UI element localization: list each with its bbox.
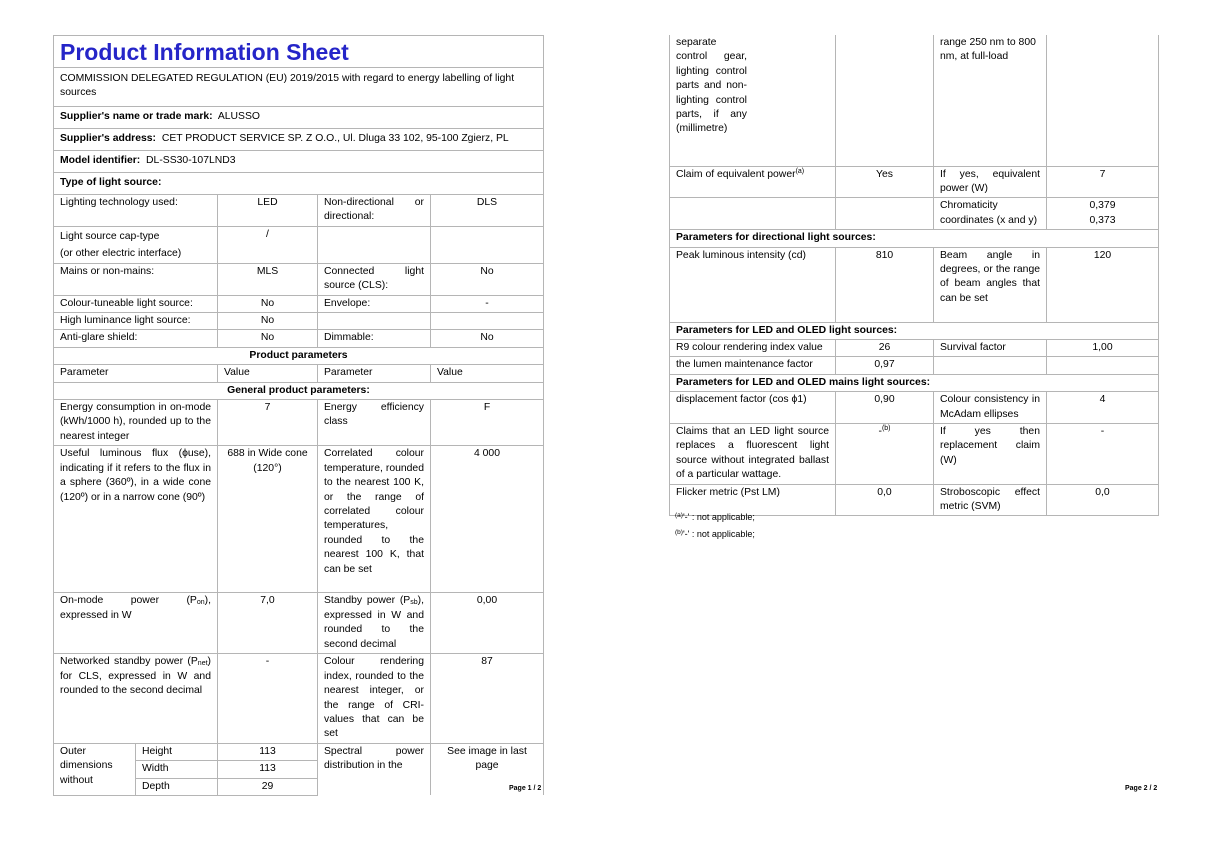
beam-angle-label: Beam angle in degrees, or the range of beam angles that can be set [934, 247, 1047, 322]
high-luminance-label: High luminance light source: [54, 313, 218, 330]
outer-dimensions-label: Outer dimensions without [54, 743, 136, 795]
on-mode-power-value: 7,0 [218, 593, 318, 654]
model-identifier-label: Model identifier: [60, 155, 141, 166]
standby-power-value: 0,00 [431, 593, 544, 654]
page-number-2: Page 2 / 2 [1125, 785, 1158, 792]
lumen-maintenance-value: 0,97 [836, 357, 934, 374]
equivalent-power-claim-value: Yes [836, 166, 934, 198]
fluorescent-claim-value: -$^{(b)}$ [836, 423, 934, 484]
lighting-tech-value: LED [218, 195, 318, 227]
connected-value: No [431, 263, 544, 295]
cap-type-label-main: Light source cap-type [60, 230, 160, 242]
model-identifier-value: DL-SS30-107LND3 [146, 155, 236, 166]
peak-intensity-value: 810 [836, 247, 934, 322]
networked-standby-label: Networked standby power $(P_{net})$ for CLS, expressed in W and rounded to the second decimal [54, 654, 218, 743]
width-label: Width [136, 761, 218, 778]
displacement-factor-label: displacement factor (cos ϕ1) [670, 392, 836, 424]
cct-label: Correlated colour temperature, rounded to the nearest 100 K, or the range of correlated colour temperatures, rounded to the nearest 100 K, that can be set [318, 446, 431, 593]
type-of-light-source-heading: Type of light source: [54, 173, 544, 195]
empty-cell [431, 226, 544, 263]
supplier-address-row [54, 129, 544, 151]
led-mains-parameters-heading: Parameters for LED and OLED mains light sources: [670, 374, 1159, 391]
led-parameters-heading: Parameters for LED and OLED light sources: [670, 322, 1159, 339]
supplier-name-value: ALUSSO [217, 111, 260, 122]
envelope-value: - [431, 295, 544, 312]
energy-consumption-label: Energy consumption in on-mode (kWh/1000 h), rounded up to the nearest integer [54, 400, 218, 446]
luminous-flux-value: 688 in Wide cone (120°) [218, 446, 318, 593]
spectral-distribution-label: Spectral power distribution in the [318, 743, 431, 795]
connected-label: Connected light source (CLS): [318, 263, 431, 295]
page-number-1: Page 1 / 2 [509, 785, 542, 792]
width-value: 113 [218, 761, 318, 778]
equivalent-power-value: 7 [1047, 166, 1159, 198]
lighting-tech-label: Lighting technology used: [54, 195, 218, 227]
cap-type-label [54, 226, 218, 263]
dimmable-label: Dimmable: [318, 330, 431, 347]
chromaticity-x: 0,379 [1089, 200, 1116, 212]
envelope-label: Envelope: [318, 295, 431, 312]
empty-cell [836, 35, 934, 166]
cap-type-value: / [218, 226, 318, 263]
product-parameters-heading: Product parameters [54, 347, 544, 364]
energy-efficiency-class-value: F [431, 400, 544, 446]
empty-cell [1047, 357, 1159, 374]
stroboscopic-value: 0,0 [1047, 484, 1159, 516]
colour-tuneable-label: Colour-tuneable light source: [54, 295, 218, 312]
high-luminance-value: No [218, 313, 318, 330]
displacement-factor-value: 0,90 [836, 392, 934, 424]
empty-cell [431, 313, 544, 330]
energy-efficiency-class-label: Energy efficiency class [318, 400, 431, 446]
lumen-maintenance-label: the lumen maintenance factor [670, 357, 836, 374]
r9-label: R9 colour rendering index value [670, 339, 836, 356]
page-1 [53, 35, 543, 796]
regulation-text: COMMISSION DELEGATED REGULATION (EU) 2019/2015 with regard to energy labelling of light sources [54, 68, 544, 107]
dimensions-continued-label: separate control gear, lighting control parts and non-lighting control parts, if any (millimetre) [670, 35, 836, 166]
empty-cell [670, 198, 836, 230]
model-identifier-row [54, 151, 544, 173]
replacement-claim-value: - [1047, 423, 1159, 484]
supplier-name-row [54, 107, 544, 129]
r9-value: 26 [836, 339, 934, 356]
mains-label: Mains or non-mains: [54, 263, 218, 295]
anti-glare-value: No [218, 330, 318, 347]
dimmable-value: No [431, 330, 544, 347]
page-2 [669, 35, 1158, 516]
flicker-metric-label: Flicker metric (Pst LM) [670, 484, 836, 516]
height-label: Height [136, 743, 218, 760]
depth-value: 29 [218, 778, 318, 795]
chromaticity-label: Chromaticity coordinates (x and y) [934, 198, 1047, 230]
equivalent-power-label: If yes, equivalent power (W) [934, 166, 1047, 198]
empty-cell [318, 226, 431, 263]
empty-cell [1047, 35, 1159, 166]
empty-cell [318, 313, 431, 330]
directional-value: DLS [431, 195, 544, 227]
product-info-table-page-2 [669, 35, 1159, 516]
networked-standby-value: - [218, 654, 318, 743]
footnote-b: $^{(b)}$'-' : not applicable; [675, 529, 755, 539]
energy-consumption-value: 7 [218, 400, 318, 446]
survival-factor-label: Survival factor [934, 339, 1047, 356]
cap-type-label-sub: (or other electric interface) [60, 247, 182, 259]
anti-glare-label: Anti-glare shield: [54, 330, 218, 347]
peak-intensity-label: Peak luminous intensity (cd) [670, 247, 836, 322]
cri-label: Colour rendering index, rounded to the nearest integer, or the range of CRI-values that can be set [318, 654, 431, 743]
flicker-metric-value: 0,0 [836, 484, 934, 516]
chromaticity-value [1047, 198, 1159, 230]
height-value: 113 [218, 743, 318, 760]
spectral-distribution-value: See image in last page [431, 743, 544, 795]
spectral-continued-text: range 250 nm to 800 nm, at full-load [934, 35, 1047, 166]
cri-value: 87 [431, 654, 544, 743]
product-info-table-page-1 [53, 35, 544, 796]
directional-parameters-heading: Parameters for directional light sources: [670, 230, 1159, 247]
colour-consistency-value: 4 [1047, 392, 1159, 424]
standby-power-label: Standby power $(P_{sb})$, expressed in W and rounded to the second decimal [318, 593, 431, 654]
on-mode-power-label: On-mode power $(P_{on})$, expressed in W [54, 593, 218, 654]
column-header-value: Value [218, 365, 318, 382]
survival-factor-value: 1,00 [1047, 339, 1159, 356]
depth-label: Depth [136, 778, 218, 795]
page-title: Product Information Sheet [54, 36, 544, 68]
column-header-parameter: Parameter [54, 365, 218, 382]
luminous-flux-label: Useful luminous flux (ϕuse), indicating if it refers to the flux in a sphere (360º), in a wide cone (120º) or in a narrow cone (90º) [54, 446, 218, 593]
empty-cell [934, 357, 1047, 374]
stroboscopic-label: Stroboscopic effect metric (SVM) [934, 484, 1047, 516]
cct-value: 4 000 [431, 446, 544, 593]
general-parameters-heading: General product parameters: [54, 382, 544, 399]
footnote-a: $^{(a)}$'-' : not applicable; [675, 512, 755, 522]
chromaticity-y: 0,373 [1089, 214, 1116, 226]
replacement-claim-label: If yes then replacement claim (W) [934, 423, 1047, 484]
colour-tuneable-value: No [218, 295, 318, 312]
mains-value: MLS [218, 263, 318, 295]
beam-angle-value: 120 [1047, 247, 1159, 322]
empty-cell [836, 198, 934, 230]
supplier-address-label: Supplier's address: [60, 133, 157, 144]
column-header-parameter: Parameter [318, 365, 431, 382]
equivalent-power-claim-label: Claim of equivalent power$^{(a)}$ [670, 166, 836, 198]
fluorescent-claim-label: Claims that an LED light source replaces a fluorescent light source without integrated ballast of a particular wattage. [670, 423, 836, 484]
supplier-name-label: Supplier's name or trade mark: [60, 111, 213, 122]
directional-label: Non-directional or directional: [318, 195, 431, 227]
supplier-address-value: CET PRODUCT SERVICE SP. Z O.O., Ul. Dluga 33 102, 95-100 Zgierz, PL [161, 133, 509, 144]
colour-consistency-label: Colour consistency in McAdam ellipses [934, 392, 1047, 424]
column-header-value: Value [431, 365, 544, 382]
